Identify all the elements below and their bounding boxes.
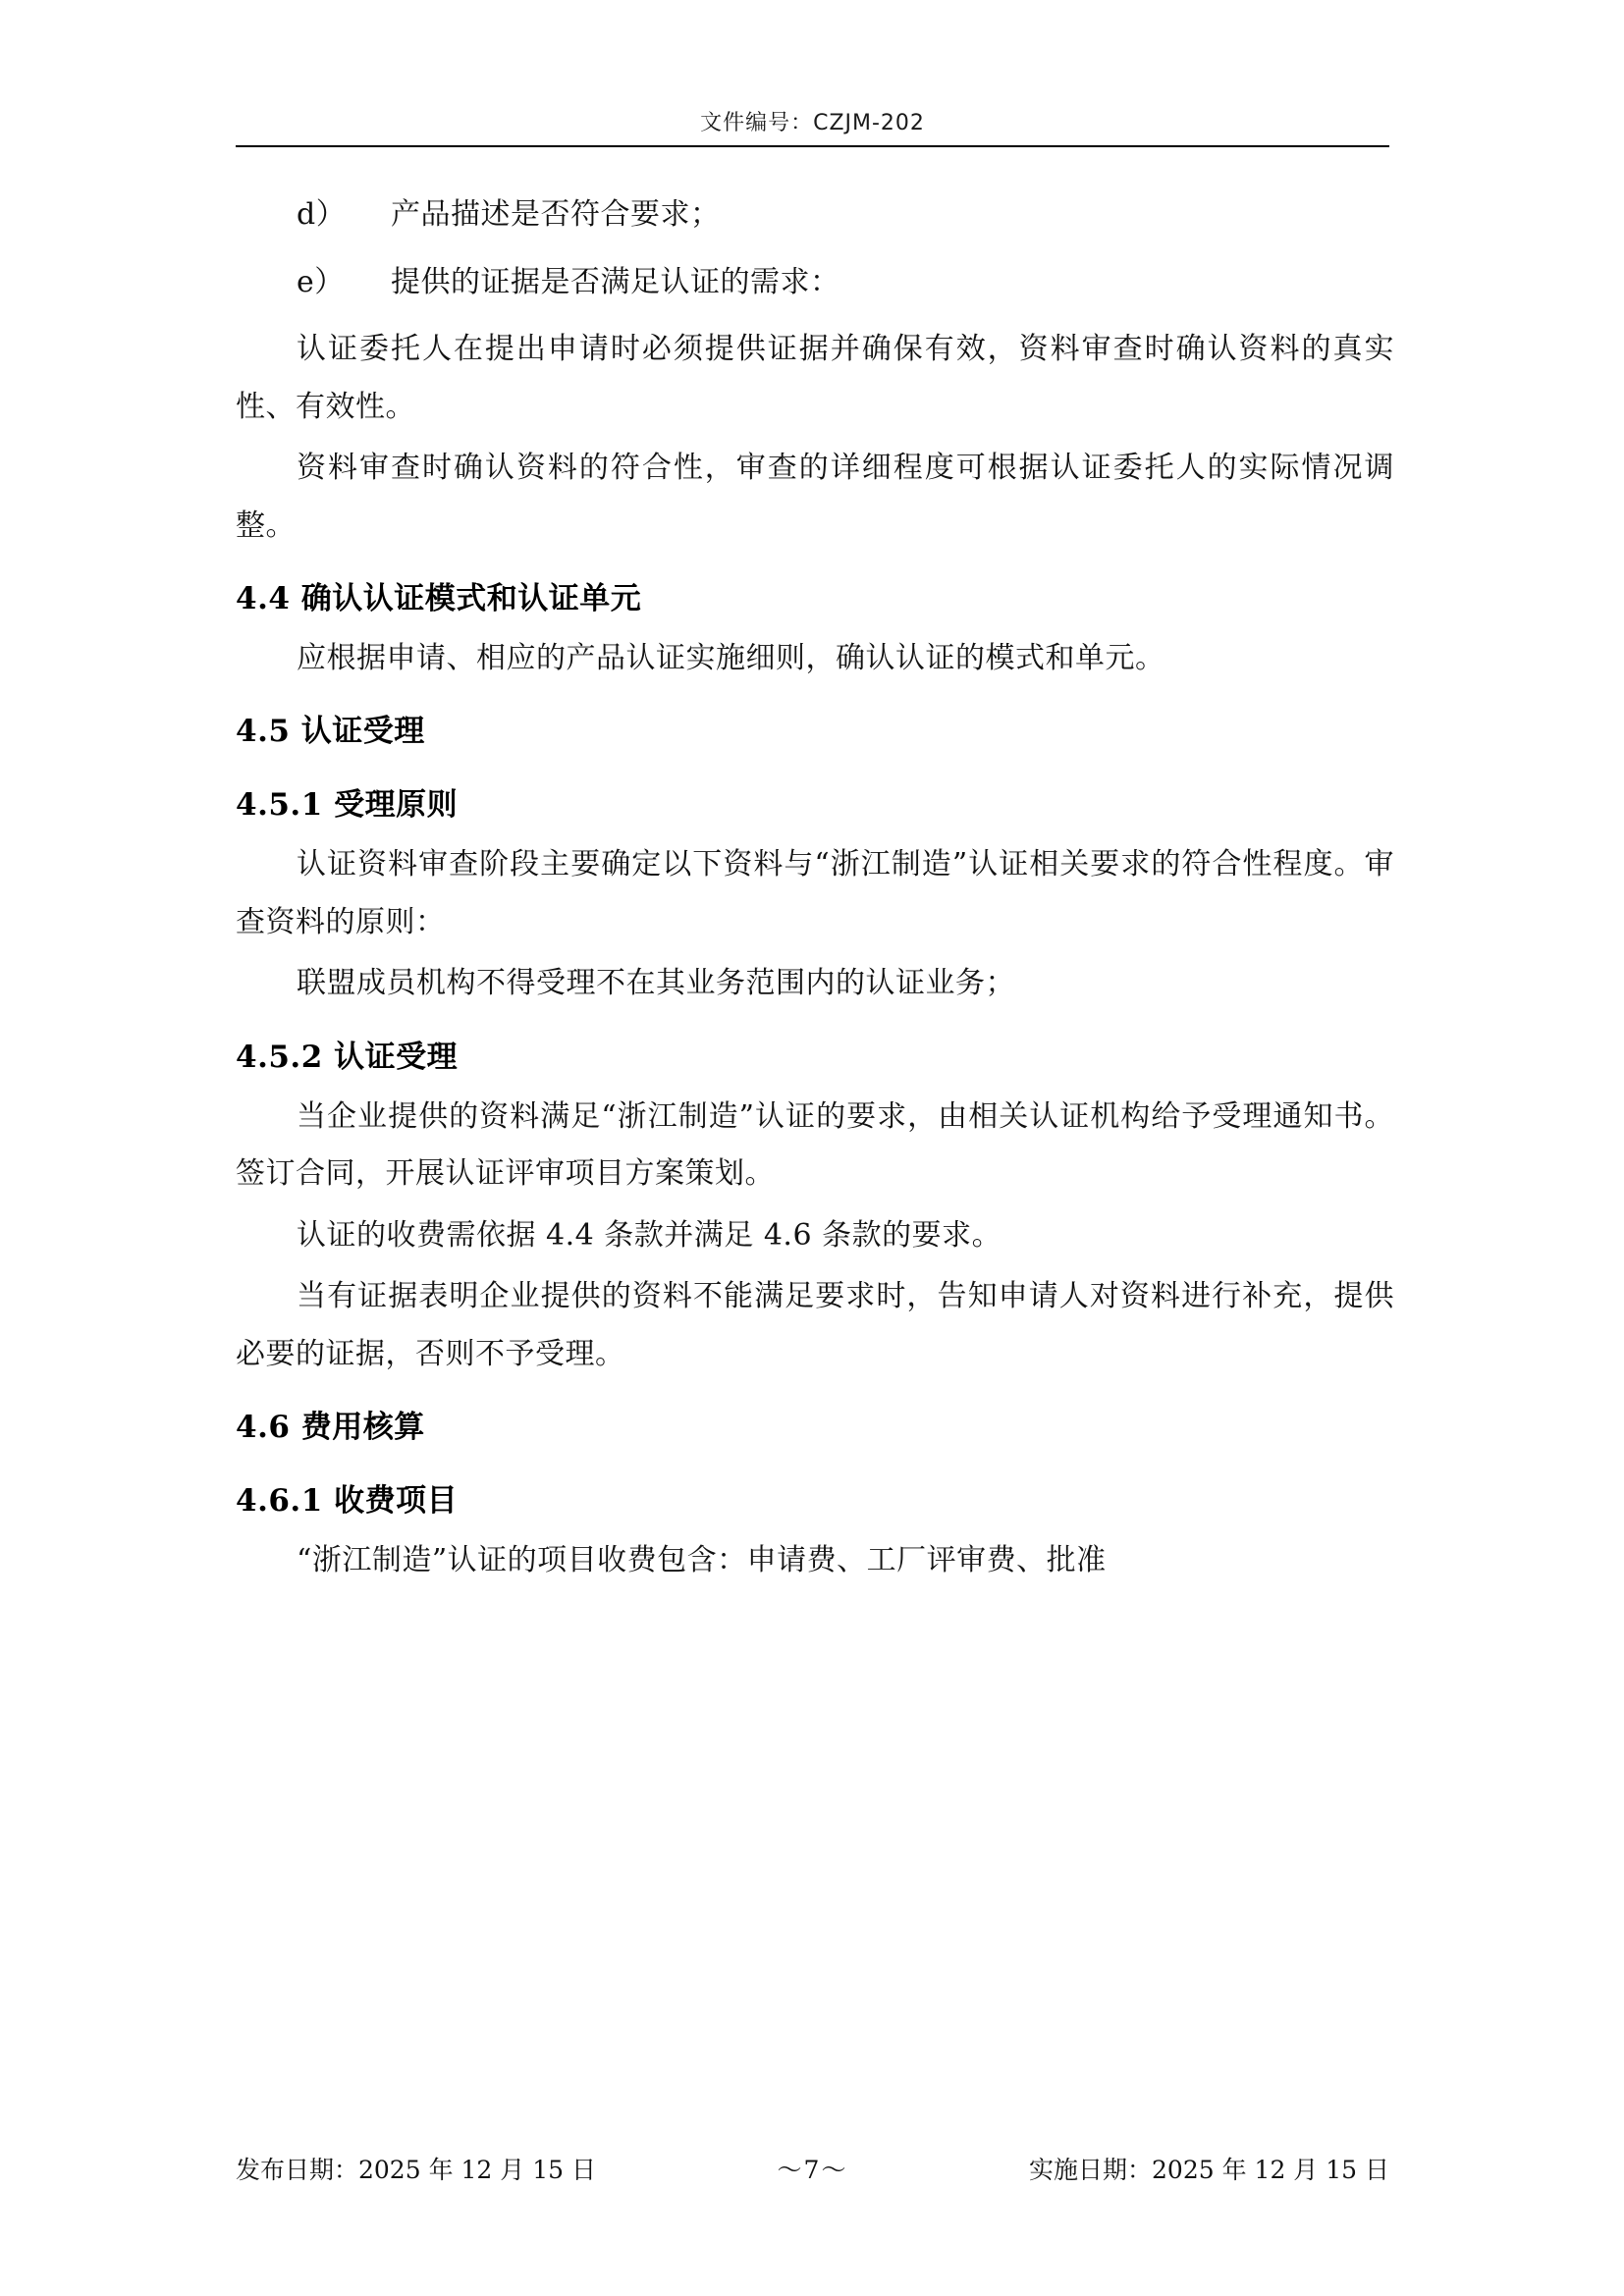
paragraph: “浙江制造”认证的项目收费包含：申请费、工厂评审费、批准 xyxy=(297,1542,1107,1577)
footer-effective-date: 实施日期：2025 年 12 月 15 日 xyxy=(1029,2156,1389,2184)
section-heading-4-4: 4.4 确认认证模式和认证单元 xyxy=(236,581,642,616)
footer-page-number: ～7～ xyxy=(777,2156,848,2184)
paragraph: 应根据申请、相应的产品认证实施细则，确认认证的模式和单元。 xyxy=(297,640,1165,675)
section-heading-4-6: 4.6 费用核算 xyxy=(236,1410,425,1446)
paragraph: 资料审查时确认资料的符合性，审查的详细程度可根据认证委托人的实际情况调整。 xyxy=(236,451,1394,543)
section-heading-4-5-1: 4.5.1 受理原则 xyxy=(236,787,459,824)
list-item-text: 产品描述是否符合要求； xyxy=(391,197,721,232)
paragraph: 当企业提供的资料满足“浙江制造”认证的要求，由相关认证机构给予受理通知书。签订合同，开展认证评审项目方案策划。 xyxy=(236,1098,1394,1192)
list-item-text: 提供的证据是否满足认证的需求： xyxy=(391,264,840,299)
paragraph: 认证资料审查阶段主要确定以下资料与“浙江制造”认证相关要求的符合性程度。审查资料的原则： xyxy=(236,847,1394,939)
list-item-marker: d） xyxy=(297,197,347,232)
section-heading-4-6-1: 4.6.1 收费项目 xyxy=(236,1482,459,1519)
section-heading-4-5: 4.5 认证受理 xyxy=(236,714,425,750)
page-footer xyxy=(236,2151,1389,2186)
document-body xyxy=(236,187,1394,1593)
document-number-header: 文件编号：CZJM-202 xyxy=(700,111,925,135)
list-item xyxy=(236,187,1394,244)
list-item-marker: e） xyxy=(297,264,345,299)
section-heading-4-5-2: 4.5.2 认证受理 xyxy=(236,1039,459,1075)
paragraph: 联盟成员机构不得受理不在其业务范围内的认证业务； xyxy=(297,966,1015,1001)
paragraph: 认证的收费需依据 4.4 条款并满足 4.6 条款的要求。 xyxy=(297,1217,1002,1253)
paragraph: 认证委托人在提出申请时必须提供证据并确保有效，资料审查时确认资料的真实性、有效性。 xyxy=(236,332,1394,424)
footer-issue-date: 发布日期：2025 年 12 月 15 日 xyxy=(236,2156,596,2184)
paragraph: 当有证据表明企业提供的资料不能满足要求时，告知申请人对资料进行补充，提供必要的证据，否则不予受理。 xyxy=(236,1279,1394,1371)
list-item xyxy=(236,254,1394,312)
header-divider xyxy=(236,145,1389,147)
